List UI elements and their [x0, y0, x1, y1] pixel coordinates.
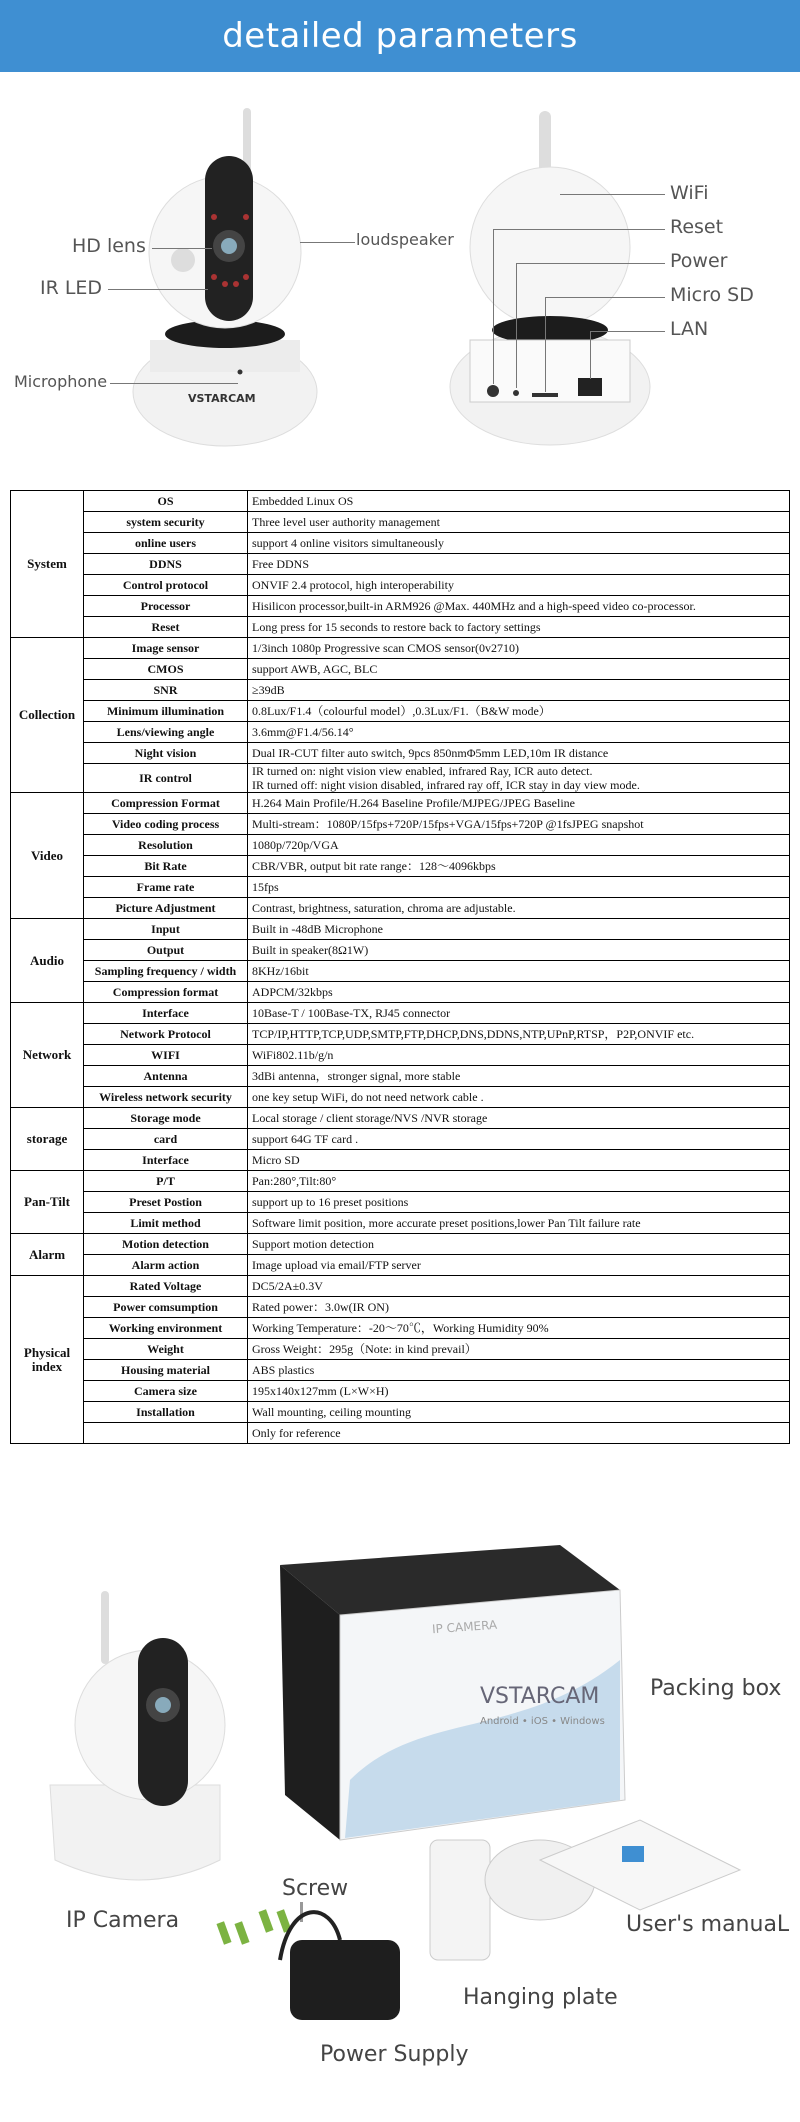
- power-adapter: [280, 1912, 400, 2020]
- spec-row: [11, 940, 790, 961]
- spec-key: Installation: [84, 1402, 248, 1423]
- spec-value: Hisilicon processor,built-in ARM926 @Max. 440MHz and a high-speed video co-processor.: [248, 596, 790, 617]
- lan-leader: [590, 331, 665, 332]
- camera-illustration: [0, 72, 800, 472]
- back-camera: [450, 117, 650, 445]
- spec-key: SNR: [84, 680, 248, 701]
- spec-row: [11, 512, 790, 533]
- spec-value: support 4 online visitors simultaneously: [248, 533, 790, 554]
- brand-logo: VSTARCAM: [188, 392, 256, 405]
- spec-key: Compression Format: [84, 793, 248, 814]
- spec-key: Image sensor: [84, 638, 248, 659]
- spec-value: Three level user authority management: [248, 512, 790, 533]
- spec-key: Resolution: [84, 835, 248, 856]
- spec-value: support up to 16 preset positions: [248, 1192, 790, 1213]
- microphone-leader: [110, 383, 238, 384]
- micro-sd-leader-v: [545, 297, 546, 392]
- spec-key: Weight: [84, 1339, 248, 1360]
- spec-value: 0.8Lux/F1.4（colourful model）,0.3Lux/F1.（B&W mode）: [248, 701, 790, 722]
- spec-row: [11, 701, 790, 722]
- spec-key: Night vision: [84, 743, 248, 764]
- spec-key: [84, 1423, 248, 1444]
- spec-row: [11, 898, 790, 919]
- spec-key: WIFI: [84, 1045, 248, 1066]
- spec-row: [11, 1318, 790, 1339]
- hd-lens-leader: [152, 248, 212, 249]
- spec-row: [11, 1381, 790, 1402]
- spec-group-label: Network: [11, 1003, 84, 1108]
- spec-row: [11, 638, 790, 659]
- spec-row: [11, 1360, 790, 1381]
- spec-row: [11, 1150, 790, 1171]
- spec-row: [11, 491, 790, 512]
- camera-diagram: [0, 72, 800, 472]
- spec-key: Housing material: [84, 1360, 248, 1381]
- spec-value: one key setup WiFi, do not need network cable .: [248, 1087, 790, 1108]
- hanging-plate-label: Hanging plate: [463, 1985, 618, 2010]
- lan-leader-v: [590, 331, 591, 379]
- spec-key: Motion detection: [84, 1234, 248, 1255]
- spec-value: Long press for 15 seconds to restore back to factory settings: [248, 617, 790, 638]
- spec-value: 3dBi antenna，stronger signal, more stable: [248, 1066, 790, 1087]
- spec-group-label: Physical index: [11, 1276, 84, 1444]
- spec-group-label: Video: [11, 793, 84, 919]
- package-illustration: [0, 1510, 800, 2122]
- micro-sd-leader: [545, 297, 665, 298]
- spec-value: support AWB, AGC, BLC: [248, 659, 790, 680]
- spec-key: Minimum illumination: [84, 701, 248, 722]
- spec-key: card: [84, 1129, 248, 1150]
- spec-value: Built in -48dB Microphone: [248, 919, 790, 940]
- spec-value: Wall mounting, ceiling mounting: [248, 1402, 790, 1423]
- spec-row: [11, 596, 790, 617]
- spec-key: Interface: [84, 1003, 248, 1024]
- spec-row: [11, 1171, 790, 1192]
- spec-key: Input: [84, 919, 248, 940]
- spec-value: Contrast, brightness, saturation, chroma are adjustable.: [248, 898, 790, 919]
- spec-value: Only for reference: [248, 1423, 790, 1444]
- reset-leader: [493, 229, 665, 230]
- microphone-label: Microphone: [14, 372, 108, 391]
- spec-value: Embedded Linux OS: [248, 491, 790, 512]
- spec-value: Gross Weight：295g（Note: in kind prevail）: [248, 1339, 790, 1360]
- spec-key: Wireless network security: [84, 1087, 248, 1108]
- spec-key: Processor: [84, 596, 248, 617]
- spec-value: ≥39dB: [248, 680, 790, 701]
- spec-row: [11, 1066, 790, 1087]
- package-camera: [50, 1595, 225, 1880]
- spec-value: ABS plastics: [248, 1360, 790, 1381]
- spec-value: Dual IR-CUT filter auto switch, 9pcs 850nmΦ5mm LED,10m IR distance: [248, 743, 790, 764]
- box-brand: VSTARCAM: [480, 1684, 600, 1709]
- spec-key: Lens/viewing angle: [84, 722, 248, 743]
- screws: [216, 1902, 303, 1945]
- spec-value: Image upload via email/FTP server: [248, 1255, 790, 1276]
- spec-row: [11, 835, 790, 856]
- spec-row: [11, 1402, 790, 1423]
- spec-key: Sampling frequency / width: [84, 961, 248, 982]
- spec-key: Storage mode: [84, 1108, 248, 1129]
- spec-value: 1080p/720p/VGA: [248, 835, 790, 856]
- spec-key: Picture Adjustment: [84, 898, 248, 919]
- spec-value: Pan:280°,Tilt:80°: [248, 1171, 790, 1192]
- spec-key: Working environment: [84, 1318, 248, 1339]
- spec-value: CBR/VBR, output bit rate range：128～4096kbps: [248, 856, 790, 877]
- spec-value: Micro SD: [248, 1150, 790, 1171]
- spec-row: [11, 877, 790, 898]
- spec-key: Power comsumption: [84, 1297, 248, 1318]
- spec-key: Output: [84, 940, 248, 961]
- spec-value: support 64G TF card .: [248, 1129, 790, 1150]
- spec-key: Frame rate: [84, 877, 248, 898]
- spec-value: H.264 Main Profile/H.264 Baseline Profile/MJPEG/JPEG Baseline: [248, 793, 790, 814]
- spec-group-label: System: [11, 491, 84, 638]
- wifi-leader: [560, 194, 665, 195]
- spec-key: Camera size: [84, 1381, 248, 1402]
- spec-row: [11, 982, 790, 1003]
- spec-value: Rated power：3.0w(IR ON): [248, 1297, 790, 1318]
- spec-key: Antenna: [84, 1066, 248, 1087]
- spec-key: OS: [84, 491, 248, 512]
- spec-row: [11, 1108, 790, 1129]
- spec-value: ADPCM/32kbps: [248, 982, 790, 1003]
- reset-leader-v: [493, 229, 494, 384]
- spec-row: [11, 1423, 790, 1444]
- users-manual-label: User's manuaL: [626, 1912, 790, 1937]
- spec-value: 8KHz/16bit: [248, 961, 790, 982]
- spec-key: P/T: [84, 1171, 248, 1192]
- spec-group-label: Audio: [11, 919, 84, 1003]
- spec-row: [11, 554, 790, 575]
- spec-row: [11, 533, 790, 554]
- package-contents: [0, 1510, 800, 2122]
- ip-camera-label: IP Camera: [66, 1908, 180, 1933]
- box-subtitle: Android • iOS • Windows: [480, 1716, 605, 1727]
- spec-key: DDNS: [84, 554, 248, 575]
- loudspeaker-leader: [300, 242, 355, 243]
- spec-row: [11, 961, 790, 982]
- spec-value: DC5/2A±0.3V: [248, 1276, 790, 1297]
- spec-value: 195x140x127mm (L×W×H): [248, 1381, 790, 1402]
- spec-row: [11, 1003, 790, 1024]
- spec-group-label: storage: [11, 1108, 84, 1171]
- spec-row: [11, 1276, 790, 1297]
- spec-row: [11, 1213, 790, 1234]
- spec-key: Alarm action: [84, 1255, 248, 1276]
- spec-key: system security: [84, 512, 248, 533]
- hd-lens-label: HD lens: [72, 235, 146, 257]
- power-leader-v: [516, 263, 517, 388]
- spec-row: [11, 743, 790, 764]
- spec-key: Control protocol: [84, 575, 248, 596]
- spec-value: 3.6mm@F1.4/56.14°: [248, 722, 790, 743]
- spec-key: Compression format: [84, 982, 248, 1003]
- power-supply-label: Power Supply: [320, 2042, 469, 2067]
- spec-key: Network Protocol: [84, 1024, 248, 1045]
- spec-row: [11, 814, 790, 835]
- spec-key: Preset Postion: [84, 1192, 248, 1213]
- spec-row: [11, 1087, 790, 1108]
- spec-key: online users: [84, 533, 248, 554]
- ir-led-leader: [108, 289, 208, 290]
- loudspeaker-label: loudspeaker: [356, 230, 454, 249]
- spec-row: [11, 1234, 790, 1255]
- spec-row: [11, 793, 790, 814]
- spec-key: Bit Rate: [84, 856, 248, 877]
- power-label: Power: [670, 250, 728, 272]
- screw-label: Screw: [282, 1876, 349, 1901]
- spec-key: Interface: [84, 1150, 248, 1171]
- spec-value: Multi-stream：1080P/15fps+720P/15fps+VGA/15fps+720P @1fsJPEG snapshot: [248, 814, 790, 835]
- spec-row: [11, 722, 790, 743]
- spec-row: [11, 1255, 790, 1276]
- spec-row: [11, 575, 790, 596]
- spec-value: 1/3inch 1080p Progressive scan CMOS sensor(0v2710): [248, 638, 790, 659]
- spec-table: [10, 490, 790, 1444]
- spec-row: [11, 680, 790, 701]
- spec-row: [11, 764, 790, 793]
- page-title: detailed parameters: [222, 16, 578, 56]
- spec-value: TCP/IP,HTTP,TCP,UDP,SMTP,FTP,DHCP,DNS,DDNS,NTP,UPnP,RTSP，P2P,ONVIF etc.: [248, 1024, 790, 1045]
- spec-row: [11, 1339, 790, 1360]
- spec-group-label: Alarm: [11, 1234, 84, 1276]
- spec-value: WiFi802.11b/g/n: [248, 1045, 790, 1066]
- spec-row: [11, 1297, 790, 1318]
- spec-key: Reset: [84, 617, 248, 638]
- spec-row: [11, 1192, 790, 1213]
- spec-row: [11, 659, 790, 680]
- wifi-label: WiFi: [670, 182, 709, 204]
- spec-value: 10Base-T / 100Base-TX, RJ45 connector: [248, 1003, 790, 1024]
- spec-key: Limit method: [84, 1213, 248, 1234]
- lan-label: LAN: [670, 318, 709, 340]
- micro-sd-label: Micro SD: [670, 284, 754, 306]
- power-leader: [516, 263, 665, 264]
- spec-key: IR control: [84, 764, 248, 793]
- spec-value: Local storage / client storage/NVS /NVR storage: [248, 1108, 790, 1129]
- spec-value: ONVIF 2.4 protocol, high interoperability: [248, 575, 790, 596]
- spec-value: Software limit position, more accurate preset positions,lower Pan Tilt failure rate: [248, 1213, 790, 1234]
- spec-row: [11, 1024, 790, 1045]
- spec-group-label: Collection: [11, 638, 84, 793]
- packing-box-label: Packing box: [650, 1676, 782, 1701]
- spec-value: IR turned on: night vision view enabled, infrared Ray, ICR auto detect. IR turned off: night vision disabled, infrared ray off, ICR stay in day view mode.: [248, 764, 790, 793]
- spec-row: [11, 617, 790, 638]
- header-banner: [0, 0, 800, 72]
- spec-value: Built in speaker(8Ω1W): [248, 940, 790, 961]
- spec-value: Working Temperature：-20～70℃，Working Humidity 90%: [248, 1318, 790, 1339]
- spec-row: [11, 856, 790, 877]
- reset-label: Reset: [670, 216, 724, 238]
- spec-value: 15fps: [248, 877, 790, 898]
- spec-key: CMOS: [84, 659, 248, 680]
- ir-led-label: IR LED: [40, 277, 103, 299]
- spec-key: Video coding process: [84, 814, 248, 835]
- spec-value: Support motion detection: [248, 1234, 790, 1255]
- spec-row: [11, 919, 790, 940]
- spec-row: [11, 1129, 790, 1150]
- spec-group-label: Pan-Tilt: [11, 1171, 84, 1234]
- box-title: IP CAMERA: [431, 1617, 498, 1637]
- spec-key: Rated Voltage: [84, 1276, 248, 1297]
- spec-value: Free DDNS: [248, 554, 790, 575]
- spec-row: [11, 1045, 790, 1066]
